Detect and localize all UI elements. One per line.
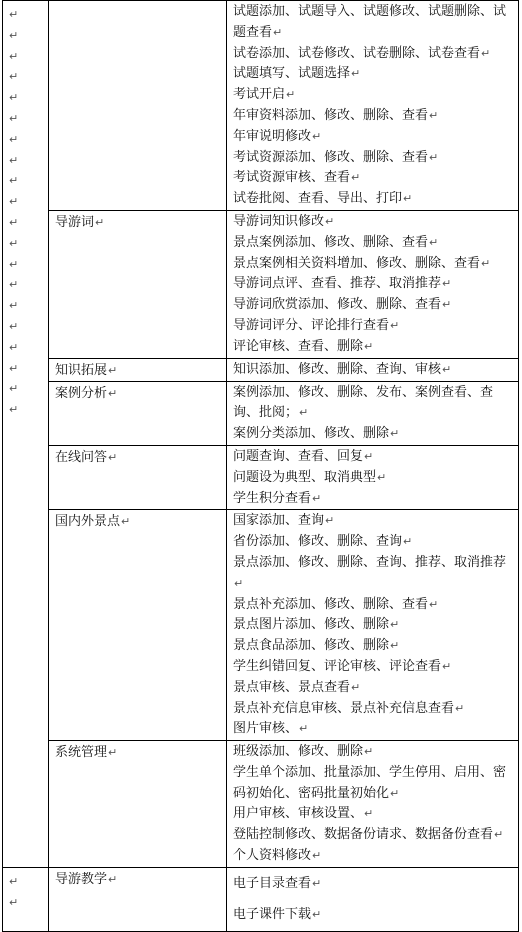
permission-line xyxy=(233,447,512,468)
permission-line xyxy=(233,212,512,233)
paragraph-mark-icon: ↵ xyxy=(299,406,309,420)
permission-text: 景点图片添加、修改、删除 xyxy=(233,617,390,633)
paragraph-mark-icon: ↵ xyxy=(234,576,244,590)
permission-text: 景点案例相关资料增加、修改、删除、查看 xyxy=(233,255,481,271)
permission-text: 导游词点评、查看、推荐、取消推荐 xyxy=(233,276,442,292)
permission-line xyxy=(233,360,512,381)
permission-line xyxy=(233,148,512,169)
paragraph-mark-icon: ↵ xyxy=(312,876,322,890)
category-cell xyxy=(49,445,227,509)
paragraph-mark-icon: ↵ xyxy=(9,257,19,271)
paragraph-mark-icon: ↵ xyxy=(108,872,118,886)
permission-text: 年审资料添加、修改、删除、查看 xyxy=(233,107,429,123)
paragraph-mark-icon: ↵ xyxy=(481,46,491,60)
permissions-cell xyxy=(227,741,519,868)
permissions-cell xyxy=(227,210,519,358)
paragraph-mark-icon: ↵ xyxy=(9,403,19,417)
paragraph-mark-icon: ↵ xyxy=(390,786,400,800)
permission-text: 景点补充信息审核、景点补充信息查看 xyxy=(233,700,455,716)
table-row xyxy=(3,510,519,741)
paragraph-mark-icon: ↵ xyxy=(312,129,322,143)
paragraph-mark-icon: ↵ xyxy=(312,491,322,505)
paragraph-mark-icon: ↵ xyxy=(377,470,387,484)
paragraph-mark-icon: ↵ xyxy=(364,807,374,821)
permission-line xyxy=(233,85,512,106)
paragraph-mark-icon: ↵ xyxy=(108,386,118,400)
permission-line xyxy=(233,168,512,189)
permission-line xyxy=(233,2,512,44)
category-cell xyxy=(49,867,227,931)
paragraph-mark-icon: ↵ xyxy=(312,907,322,921)
permission-text: 案例分类添加、修改、删除 xyxy=(233,426,390,442)
table-row xyxy=(3,381,519,445)
permissions-table xyxy=(2,0,519,932)
permission-line xyxy=(233,511,512,532)
permission-text: 考试资源审核、查看 xyxy=(233,170,351,186)
permission-line xyxy=(233,615,512,636)
permission-text: 省份添加、修改、删除、查询 xyxy=(233,534,403,550)
paragraph-mark-icon: ↵ xyxy=(9,299,19,313)
permission-line xyxy=(233,763,512,805)
paragraph-mark-icon: ↵ xyxy=(9,215,19,229)
permission-line xyxy=(233,295,512,316)
paragraph-mark-icon: ↵ xyxy=(9,361,19,375)
permission-text: 学生单个添加、批量添加、学生停用、启用、密码初始化、密码批量初始化 xyxy=(233,764,507,801)
category-cell xyxy=(49,741,227,868)
permission-line xyxy=(233,44,512,65)
paragraph-mark-icon: ↵ xyxy=(9,340,19,354)
permission-line xyxy=(233,846,512,867)
permission-text: 登陆控制修改、数据备份请求、数据备份查看 xyxy=(233,827,494,843)
permission-text: 导游词知识修改 xyxy=(233,213,325,229)
permissions-cell xyxy=(227,358,519,381)
permission-line xyxy=(233,424,512,445)
permission-text: 景点审核、景点查看 xyxy=(233,679,351,695)
paragraph-mark-icon: ↵ xyxy=(9,111,19,125)
paragraph-mark-icon: ↵ xyxy=(108,363,118,377)
paragraph-mark-icon: ↵ xyxy=(364,745,374,759)
category-label: 导游教学↵ xyxy=(55,871,118,887)
table-row xyxy=(3,445,519,509)
paragraph-mark-icon: ↵ xyxy=(364,449,374,463)
paragraph-mark-icon: ↵ xyxy=(390,318,400,332)
permission-text: 试题填写、试题选择 xyxy=(233,66,351,82)
permission-text: 国家添加、查询 xyxy=(233,513,325,529)
permission-text: 试卷添加、试卷修改、试卷删除、试卷查看 xyxy=(233,45,481,61)
permissions-cell xyxy=(227,1,519,211)
paragraph-mark-icon: ↵ xyxy=(351,680,361,694)
paragraph-mark-icon: ↵ xyxy=(351,67,361,81)
permission-line xyxy=(233,532,512,553)
paragraph-mark-icon: ↵ xyxy=(442,362,452,376)
paragraph-mark-icon: ↵ xyxy=(481,256,491,270)
table-row xyxy=(3,358,519,381)
permission-line xyxy=(233,699,512,720)
paragraph-mark-icon: ↵ xyxy=(108,450,118,464)
permission-text: 用户审核、审核设置、 xyxy=(233,806,364,822)
permission-line xyxy=(233,553,512,595)
category-label: 导游词↵ xyxy=(55,214,105,230)
paragraph-mark-icon: ↵ xyxy=(325,214,335,228)
paragraph-mark-icon: ↵ xyxy=(299,722,309,736)
paragraph-mark-icon: ↵ xyxy=(9,174,19,188)
permission-text: 知识添加、修改、删除、查询、审核 xyxy=(233,361,442,377)
paragraph-mark-icon: ↵ xyxy=(286,88,296,102)
paragraph-mark-icon: ↵ xyxy=(9,278,19,292)
permission-line xyxy=(233,274,512,295)
paragraph-mark-icon: ↵ xyxy=(95,215,105,229)
permission-text: 问题设为典型、取消典型 xyxy=(233,469,377,485)
permission-text: 年审说明修改 xyxy=(233,128,312,144)
permission-line xyxy=(233,233,512,254)
permission-text: 评论审核、查看、删除 xyxy=(233,338,364,354)
paragraph-mark-icon: ↵ xyxy=(325,514,335,528)
category-label: 知识拓展↵ xyxy=(55,362,118,378)
paragraph-mark-icon: ↵ xyxy=(442,277,452,291)
permission-text: 试卷批阅、查看、导出、打印 xyxy=(233,191,403,207)
paragraph-mark-icon: ↵ xyxy=(390,639,400,653)
permission-line xyxy=(233,468,512,489)
permission-line xyxy=(233,719,512,740)
paragraph-mark-icon: ↵ xyxy=(429,235,439,249)
paragraph-mark-icon: ↵ xyxy=(9,91,19,105)
permission-text: 导游词评分、评论排行查看 xyxy=(233,317,390,333)
paragraph-mark-icon: ↵ xyxy=(9,132,19,146)
paragraph-mark-icon: ↵ xyxy=(364,339,374,353)
permission-line: 电子目录查看↵ xyxy=(233,875,322,891)
permission-text: 景点食品添加、修改、删除 xyxy=(233,638,390,654)
paragraph-mark-icon: ↵ xyxy=(455,701,465,715)
permission-text: 个人资料修改 xyxy=(233,848,312,864)
table-row xyxy=(3,210,519,358)
category-label: 系统管理↵ xyxy=(55,745,118,761)
paragraph-mark-icon: ↵ xyxy=(351,171,361,185)
paragraph-mark-icon: ↵ xyxy=(9,319,19,333)
paragraph-mark-icon: ↵ xyxy=(9,28,19,42)
paragraph-mark-icon: ↵ xyxy=(494,828,504,842)
permission-line xyxy=(233,189,512,210)
permission-line xyxy=(233,636,512,657)
permission-text: 景点案例添加、修改、删除、查看 xyxy=(233,234,429,250)
table-row xyxy=(3,867,519,931)
permission-text: 景点添加、修改、删除、查询、推荐、取消推荐 xyxy=(233,554,507,570)
permission-text: 导游词欣赏添加、修改、删除、查看 xyxy=(233,297,442,313)
paragraph-mark-icon: ↵ xyxy=(9,195,19,209)
paragraph-mark-icon: ↵ xyxy=(9,874,19,888)
paragraph-mark-icon: ↵ xyxy=(403,192,413,206)
permissions-cell xyxy=(227,867,519,931)
permissions-cell xyxy=(227,510,519,741)
paragraph-mark-icon: ↵ xyxy=(390,618,400,632)
paragraph-mark-icon: ↵ xyxy=(9,382,19,396)
permission-line xyxy=(233,316,512,337)
permission-text: 试题添加、试题导入、试题修改、试题删除、试题查看 xyxy=(233,4,507,40)
paragraph-mark-icon: ↵ xyxy=(273,25,283,39)
category-cell xyxy=(49,510,227,741)
category-cell xyxy=(49,381,227,445)
paragraph-mark-icon: ↵ xyxy=(312,849,322,863)
permissions-cell xyxy=(227,445,519,509)
permission-text: 学生纠错回复、评论审核、评论查看 xyxy=(233,658,442,674)
permission-line xyxy=(233,678,512,699)
paragraph-mark-icon: ↵ xyxy=(429,150,439,164)
permission-line xyxy=(233,657,512,678)
permission-text: 问题查询、查看、回复 xyxy=(233,448,364,464)
permission-line xyxy=(233,825,512,846)
paragraph-mark-icon: ↵ xyxy=(9,49,19,63)
paragraph-mark-icon: ↵ xyxy=(442,298,452,312)
category-label: 在线问答↵ xyxy=(55,449,118,465)
category-label: 案例分析↵ xyxy=(55,385,118,401)
table-row xyxy=(3,741,519,868)
module-cell xyxy=(3,1,49,868)
permission-text: 景点补充添加、修改、删除、查看 xyxy=(233,596,429,612)
paragraph-mark-icon: ↵ xyxy=(9,895,19,909)
category-cell xyxy=(49,210,227,358)
paragraph-mark-icon: ↵ xyxy=(9,153,19,167)
permissions-cell xyxy=(227,381,519,445)
paragraph-mark-icon: ↵ xyxy=(9,70,19,84)
permission-line xyxy=(233,595,512,616)
permission-line xyxy=(233,127,512,148)
paragraph-mark-icon: ↵ xyxy=(429,108,439,122)
permission-text: 班级添加、修改、删除 xyxy=(233,744,364,760)
permission-text: 案例添加、修改、删除、发布、案例查看、查询、批阅； xyxy=(233,384,494,421)
paragraph-mark-icon: ↵ xyxy=(429,597,439,611)
category-cell xyxy=(49,1,227,211)
permission-line xyxy=(233,64,512,85)
permission-line: 电子课件下载↵ xyxy=(233,906,322,922)
permission-text: 考试开启 xyxy=(233,87,286,103)
module-cell xyxy=(3,867,49,931)
permission-line xyxy=(233,254,512,275)
paragraph-mark-icon: ↵ xyxy=(9,236,19,250)
permission-line xyxy=(233,804,512,825)
permission-line xyxy=(233,489,512,510)
permission-text: 图片审核、 xyxy=(233,721,299,737)
paragraph-mark-icon: ↵ xyxy=(403,535,413,549)
permission-line xyxy=(233,383,512,425)
permission-line xyxy=(233,742,512,763)
paragraph-mark-icon: ↵ xyxy=(108,746,118,760)
paragraph-mark-icon: ↵ xyxy=(390,427,400,441)
category-label: 国内外景点↵ xyxy=(55,514,131,530)
category-cell xyxy=(49,358,227,381)
paragraph-mark-icon: ↵ xyxy=(442,659,452,673)
paragraph-mark-icon: ↵ xyxy=(9,8,19,21)
permission-text: 学生积分查看 xyxy=(233,490,312,506)
table-row xyxy=(3,1,519,211)
permission-text: 考试资源添加、修改、删除、查看 xyxy=(233,149,429,165)
paragraph-mark-icon: ↵ xyxy=(121,515,131,529)
permission-line xyxy=(233,106,512,127)
permission-line xyxy=(233,337,512,358)
